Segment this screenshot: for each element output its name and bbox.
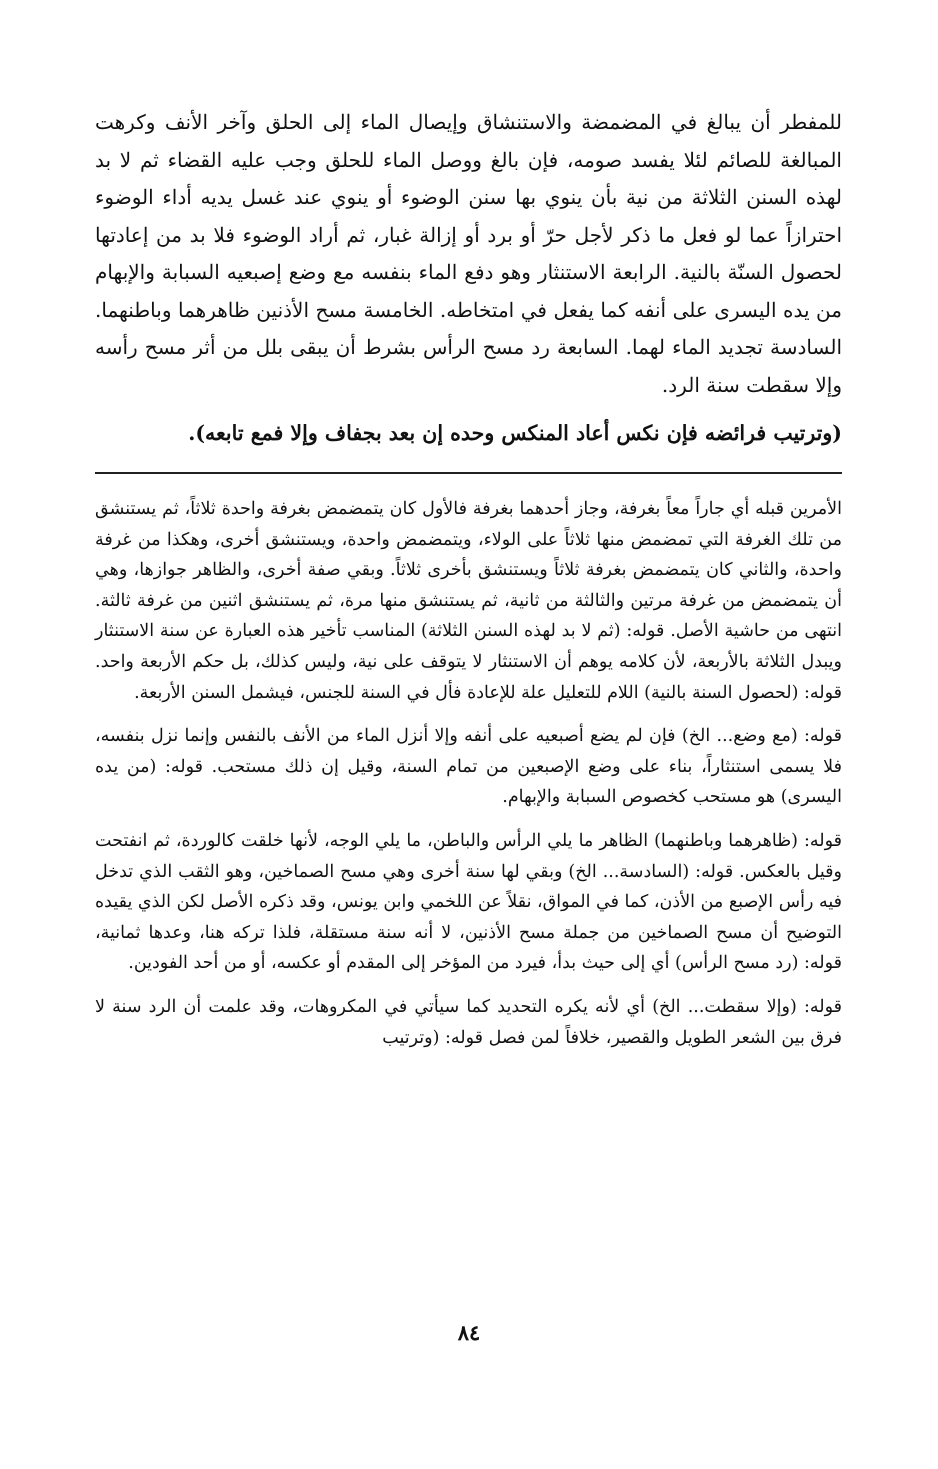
main-paragraph: للمفطر أن يبالغ في المضمضة والاستنشاق وإيصال الماء إلى الحلق وآخر الأنف وكرهت المبالغة للصائم لئلا يفسد صومه، فإن بالغ ووصل الماء للحلق وجب عليه القضاء ثم لا بد لهذه السنن الثلاثة من نية بأن ينوي بها سنن الوضوء أو ينوي عند غسل يديه أداء الوضوء احترازاً عما لو فعل ما ذكر لأجل حرّ أو برد أو إزالة غبار، ثم أراد الوضوء فلا بد من إعادتها لحصول السنّة بالنية. الرابعة الاستنثار وهو دفع الماء بنفسه مع وضع إصبعيه السبابة والإبهام من يده اليسرى على أنفه كما يفعل في امتخاطه. الخامسة مسح الأذنين ظاهرهما وباطنهما. السادسة تجديد الماء لهما. السابعة رد مسح الرأس بشرط أن يبقى بلل من أثر مسح رأسه وإلا سقطت سنة الرد. xyxy=(95,110,843,397)
page-number: ٨٤ xyxy=(457,1320,481,1345)
page-body xyxy=(95,104,842,1066)
commentary-paragraph-2: قوله: (مع وضع... الخ) فإن لم يضع أصبعيه على أنفه وإلا أنزل الماء من الأنف بالنفس وإنما نزل بنفسه، فلا يسمى استنثاراً، بناء على وضع الإصبعين من تمام السنة، وقيل إن ذلك مستحب. قوله: (من يده اليسرى) هو مستحب كخصوص السبابة والإبهام. xyxy=(95,726,842,808)
main-text xyxy=(95,104,842,404)
commentary-paragraph-4: قوله: (وإلا سقطت... الخ) أي لأنه يكره التحديد كما سيأتي في المكروهات، وقد علمت أن الرد سنة لا فرق بين الشعر الطويل والقصير، خلافاً لمن فصل قوله: (وترتيب xyxy=(95,996,842,1048)
commentary-paragraph-1: الأمرين قبله أي جاراً معاً بغرفة، وجاز أحدهما بغرفة فالأول كان يتمضمض بغرفة واحدة ثلاثاً، ثم يستنشق من تلك الغرفة التي تمضمض منها ثلاثاً على الولاء، ويتمضمض واحدة، ويستنشق أخرى، وهكذا من غرفة واحدة، والثاني كان يتمضمض بغرفة ثلاثاً ويستنشق بأخرى ثلاثاً. وبقي صفة أخرى، والظاهر جوازها، وهي أن يتمضمض من غرفة مرتين والثالثة من ثانية، ثم يستنشق منها مرة، ثم يستنشق اثنين من غرفة ثالثة. انتهى من حاشية الأصل. قوله: (ثم لا بد لهذه السنن الثلاثة) المناسب تأخير هذه العبارة عن سنة الاستنثار ويبدل الثلاثة بالأربعة، لأن كلامه يوهم أن الاستنثار لا يتوقف على نية، وليس كذلك، بل حكم الأربعة واحد. قوله: (لحصول السنة بالنية) اللام للتعليل علة للإعادة فأل في السنة للجنس، فيشمل السنن الأربعة. xyxy=(95,499,842,703)
commentary-paragraph-3: قوله: (ظاهرهما وباطنهما) الظاهر ما يلي الرأس والباطن، ما يلي الوجه، لأنها خلقت كالوردة، ثم انفتحت وقيل بالعكس. قوله: (السادسة... الخ) وبقي لها سنة أخرى وهي مسح الصماخين، وهو الثقب الذي تدخل فيه رأس الإصبع من الأذن، كما في المواق، نقلاً عن اللخمي وابن يونس، وقد ذكره الأصل لكن الذي يقيده التوضيح أن مسح الصماخين من جملة مسح الأذنين، لا أنه سنة مستقلة، فلذا تركه هنا، وعدها ثمانية، قوله: (رد مسح الرأس) أي إلى حيث بدأ، فيرد من المؤخر إلى المقدم أو عكسه، أو من أحد الفودين. xyxy=(95,830,842,974)
commentary-block xyxy=(95,494,842,1053)
matn-line: (وترتيب فرائضه فإن نكس أعاد المنكس وحده إن بعد بجفاف وإلا فمع تابعه). xyxy=(188,421,842,445)
footnote-divider xyxy=(95,472,842,474)
